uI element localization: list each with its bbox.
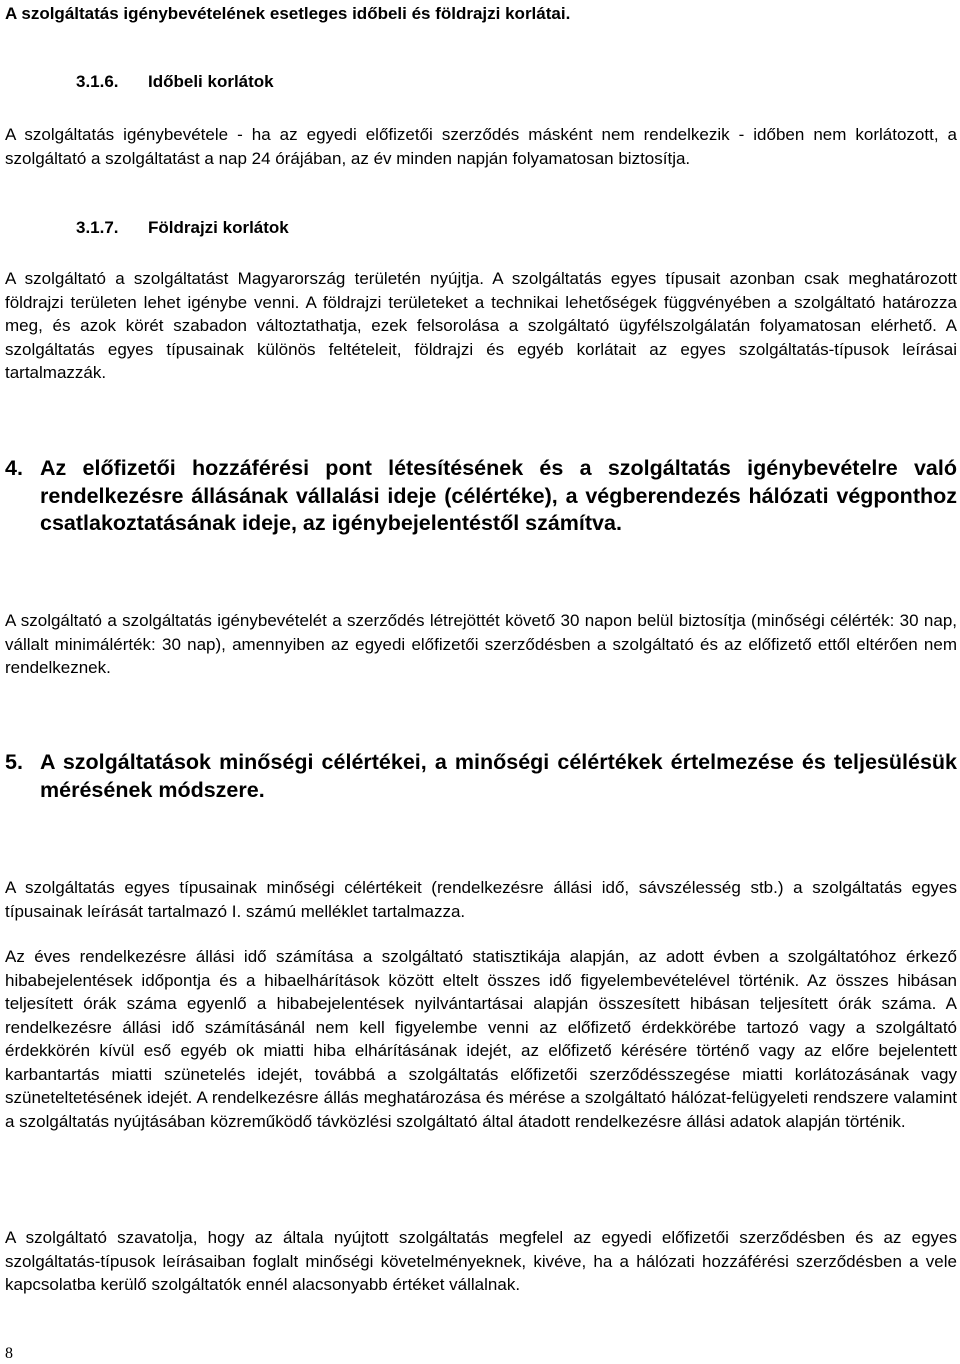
section-number: 5. xyxy=(5,750,23,774)
subsection-heading-3-1-6 xyxy=(76,70,274,94)
paragraph-provisioning-time: A szolgáltató a szolgáltatás igénybevételét a szerződés létrejöttét követő 30 napon belül biztosítja (minőségi célérték: 30 nap, vállalt minimálérték: 30 nap), amennyiben az egyedi előfizetői szerződésben a szolgáltató és az előfizető ettől eltérően nem rendelkeznek. xyxy=(5,611,957,677)
paragraph-geographic-limits: A szolgáltató a szolgáltatást Magyarország területén nyújtja. A szolgáltatás egyes típusait azonban csak meghatározott földrajzi területen lehet igénybe venni. A földrajzi területeket a technikai lehetőségek függvényében a szolgáltató határozza meg, és azok körét szabadon változtathatja, ezek felsorolása a szolgáltató ügyfélszolgálatán folyamatosan elérhető. A szolgáltatás egyes típusainak különös feltételeit, földrajzi és egyéb korlátait az egyes szolgáltatás-típusok leírásai tartalmazzák. xyxy=(5,269,957,382)
section-title: A szolgáltatások minőségi célértékei, a minőségi célértékek értelmezése és teljesülésük mérésének módszere. xyxy=(40,750,957,802)
paragraph-time-limits: A szolgáltatás igénybevétele - ha az egyedi előfizetői szerződés másként nem rendelkezik - időben nem korlátozott, a szolgáltató a szolgáltatást a nap 24 órájában, az év minden napján folyamatosan biztosítja. xyxy=(5,125,957,168)
subsection-number: 3.1.7. xyxy=(76,218,119,237)
section-heading: A szolgáltatás igénybevételének esetleges időbeli és földrajzi korlátai. xyxy=(5,4,571,23)
subsection-title: Időbeli korlátok xyxy=(148,72,274,91)
page-number: 8 xyxy=(5,1345,13,1362)
section-title: Az előfizetői hozzáférési pont létesítésének és a szolgáltatás igénybevételre való rendelkezésre állásának vállalási ideje (célértéke), a végberendezés hálózati végponthoz csatlakoztatásának ideje, az igénybejelentéstől számítva. xyxy=(40,456,957,535)
subsection-title: Földrajzi korlátok xyxy=(148,218,289,237)
section-heading-4 xyxy=(5,455,957,538)
section-number: 4. xyxy=(5,456,23,480)
paragraph-quality-targets: A szolgáltatás egyes típusainak minőségi célértékeit (rendelkezésre állási idő, sávszélesség stb.) a szolgáltatás egyes típusainak leírását tartalmazó I. számú melléklet tartalmazza. xyxy=(5,878,957,921)
paragraph-availability-calculation: Az éves rendelkezésre állási idő számítása a szolgáltató statisztikája alapján, az adott évben a szolgáltatóhoz érkező hibabejelentések időpontja és a hibaelhárítások között eltelt összes idő figyelembevételével történik. Az összes hibásan teljesített órák száma egyenlő a hibabejelentések nyilvántartásai alapján összesített hibásan teljesített órák száma. A rendelkezésre állási idő számításánál nem kell figyelembe venni az előfizető érdekkörébe tartozó vagy a szolgáltató érdekkörén kívül eső egyéb ok miatti hiba elhárításának idejét, az előfizető kérésére történő vagy az előre bejelentett karbantartás miatti szünetelés idejét, továbbá a szolgáltatás előfizetői szerződésszegése miatti korlátozásának vagy szüneteltetésének idejét. A rendelkezésre állás meghatározása és mérése a szolgáltató hálózat-felügyeleti rendszere valamint a szolgáltatás nyújtásában közreműködő távközlési szolgáltató által átadott rendelkezésre állási adatok alapján történik. xyxy=(5,947,957,1131)
section-heading-5 xyxy=(5,749,957,804)
subsection-heading-3-1-7 xyxy=(76,216,289,240)
subsection-number: 3.1.6. xyxy=(76,72,119,91)
paragraph-warranty: A szolgáltató szavatolja, hogy az általa nyújtott szolgáltatás megfelel az egyedi előfizetői szerződésben és az egyes szolgáltatás-típusok leírásaiban foglalt minőségi követelményeknek, kivéve, ha a hálózati hozzáférési szerződésben a vele kapcsolatba kerülő szolgáltatók ennél alacsonyabb értéket vállalnak. xyxy=(5,1228,957,1294)
